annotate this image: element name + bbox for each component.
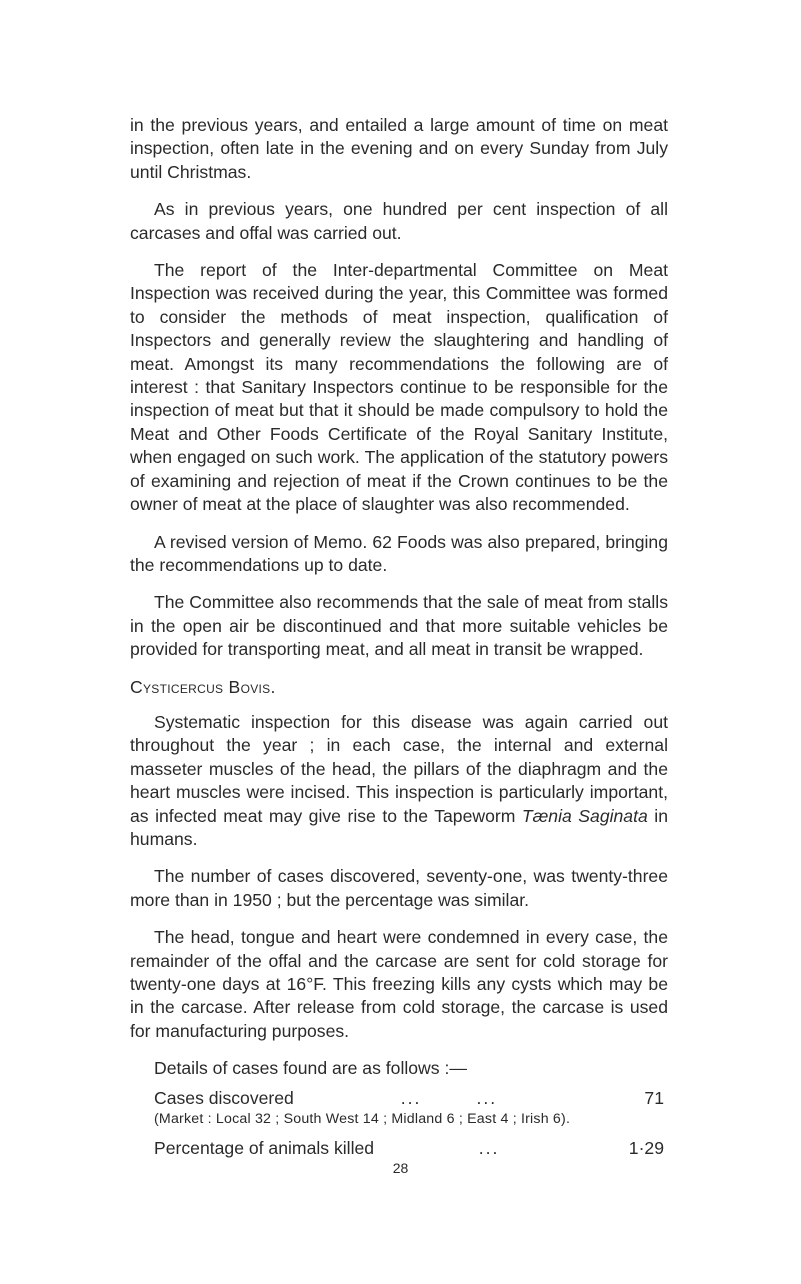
paragraph-cold-storage: The head, tongue and heart were condemned in every case, the remainder of the offal and the carcase are sent for cold storage for twenty-one days at 16°F. This freezing kills any cysts which may be in the carcase. After release from cold storage, the carcase is used for manufacturing purposes. [130, 927, 668, 1041]
market-breakdown: (Market : Local 32 ; South West 14 ; Midland 6 ; East 4 ; Irish 6). [154, 1110, 571, 1127]
paragraph-text-end: in humans. [130, 805, 668, 849]
percentage-label: Percentage of animals killed [154, 1137, 375, 1158]
paragraph-committee-report: The report of the Inter-departmental Committee on Meat Inspection was received during the year, this Committee was formed to consider the methods of meat inspection, qualification of Inspectors and generally review the slaughtering and handling of meat. Amongst its many recommendations the following are of interest : that Sanitary Inspectors continue to be responsible for the inspection of meat but that it should be made compulsory to hold the Meat and Other Foods Certificate of the Royal Sanitary Institute, when engaged on such work. The application of the statutory powers of examining and rejection of meat if the Crown continues to be the owner of meat at the place of slaughter was also recommended. [130, 260, 668, 515]
page-number: 28 [392, 1160, 409, 1176]
percentage-row [130, 1137, 668, 1159]
paragraph-case-count: The number of cases discovered, seventy-one, was twenty-three more than in 1950 ; but the percentage was similar. [130, 866, 668, 910]
paragraph-hundred-percent: As in previous years, one hundred per cent inspection of all carcases and offal was carried out. [130, 199, 668, 243]
paragraph-text: Systematic inspection for this disease was again carried out throughout the year ; in each case, the internal and external masseter muscles of the head, the pillars of the diaphragm and the heart muscles were incised. This inspection is particularly important, as infected meat may give rise to the Tapeworm [130, 711, 668, 826]
document-page [130, 114, 668, 1159]
paragraph-stalls: The Committee also recommends that the sale of meat from stalls in the open air be discontinued and that more suitable vehicles be provided for transporting meat, and all meat in transit be wrapped. [130, 592, 668, 660]
section-heading: Cysticercus Bovis. [130, 676, 276, 697]
paragraph-memo-62: A revised version of Memo. 62 Foods was also prepared, bringing the recommendations up to date. [130, 531, 668, 575]
cases-discovered-row [130, 1087, 668, 1109]
percentage-value: 1·29 [628, 1137, 664, 1158]
cases-discovered-label: Cases discovered [154, 1087, 294, 1108]
paragraph-meat-inspection-time: in the previous years, and entailed a large amount of time on meat inspection, often late in the evening and on every Sunday from July until Christmas. [130, 115, 668, 182]
details-intro: Details of cases found are as follows :— [154, 1058, 467, 1079]
cases-discovered-value: 71 [644, 1087, 664, 1108]
species-name: Tænia Saginata [521, 805, 648, 826]
paragraph-systematic-inspection [130, 711, 668, 851]
leader-dots: ... [478, 1137, 500, 1158]
leader-dots: ... ... [400, 1087, 498, 1108]
